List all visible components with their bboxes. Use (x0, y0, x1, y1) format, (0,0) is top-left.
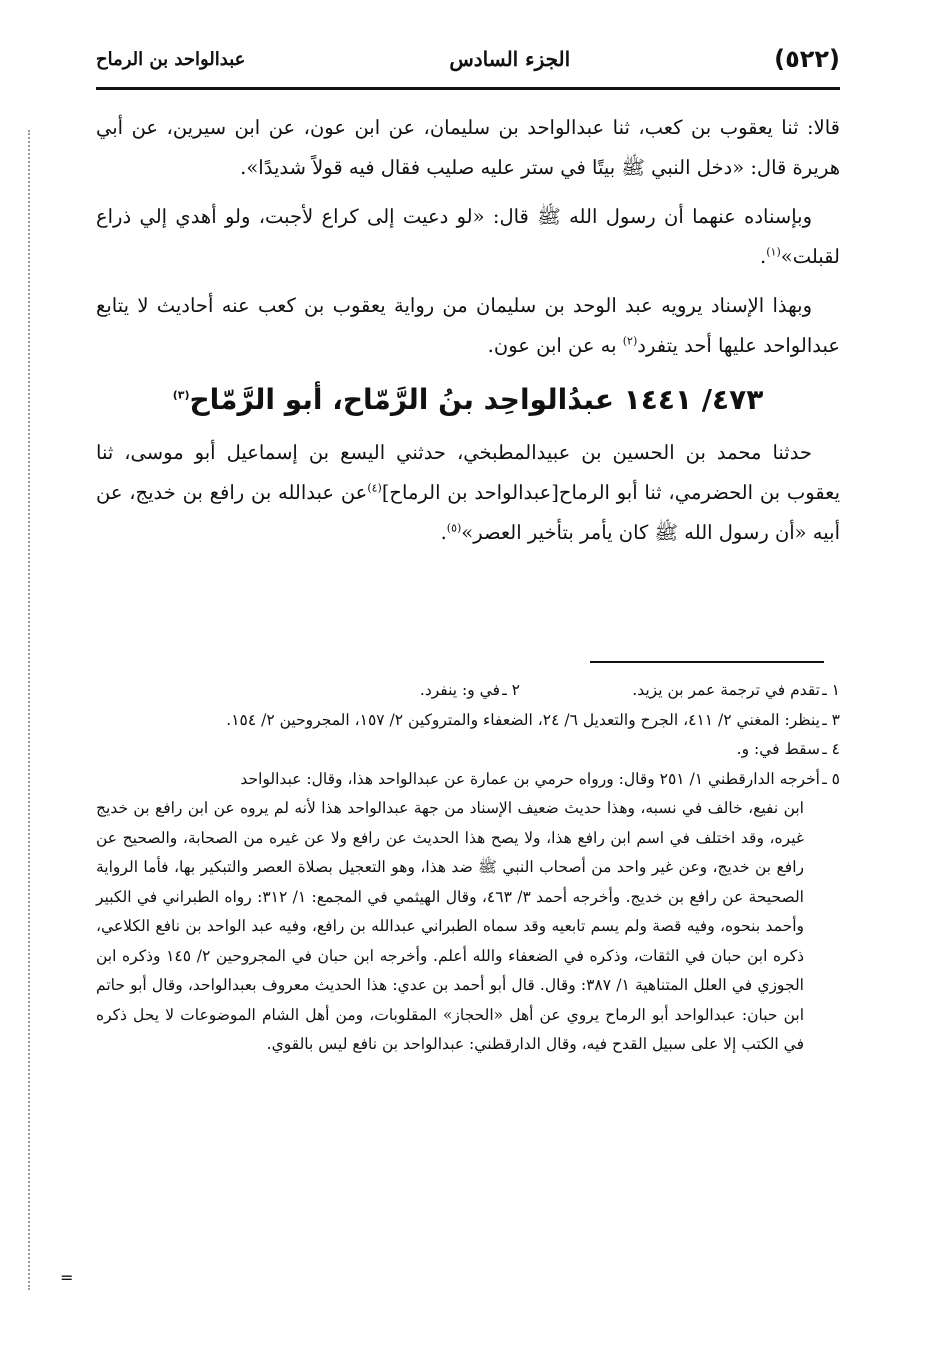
footnote-1 (520, 676, 840, 706)
paragraph-4-text-b: عن عبدالله بن رافع بن خديج، عن أبيه «أن رسول الله ﷺ كان يأمر بتأخير العصر» (96, 481, 840, 544)
footnote-ref-5: (٥) (446, 521, 462, 535)
entry-title (96, 375, 840, 425)
paragraph-1: قالا: ثنا يعقوب بن كعب، ثنا عبدالواحد بن سليمان، عن ابن عون، عن ابن سيرين، عن أبي هريرة قال: «دخل النبي ﷺ بيتًا في ستر عليه صليب فقال فيه قولاً شديدًا». (96, 116, 840, 179)
footnote-ref-3: (٣) (172, 388, 190, 402)
footnote-ref-2: (٢) (622, 334, 638, 348)
paragraph-3 (96, 286, 840, 366)
footnote-text-continuation: ابن نفيع، خالف في نسبه، وهذا حديث ضعيف الإسناد من جهة عبدالواحد هذا لأنه لم يروه عن ابن رافع بن خديج غيره، وقد اختلف في اسم ابن رافع هذا، ولا يصح هذا الحديث عن رافع ولا عن غيره من الصحابة، والصحيح عن رافع بن خديج، وعن غير واحد من أصحاب النبي ﷺ ضد هذا، وهو التعجيل بصلاة العصر والتبكير بها، فأما الرواية الصحيحة عن رافع بن خديج. وأخرجه أحمد ٣/ ٤٦٣، وقال الهيثمي في المجمع: ١/ ٣١٢: رواه الطبراني في الكبير وأحمد بنحوه، وفيه قصة ولم يسم تابعيه وقد سماه الطبراني عبدالله بن رافع، وفيه عبد الواحد بن نافع الكلاعي، ذكره ابن حبان في الثقات، وذكره في الضعفاء والله أعلم. وأخرجه ابن حبان في المجروحين ٢/ ١٤٥ وذكره ابن الجوزي في العلل المتناهية ١/ ٣٨٧: وقال. قال أبو أحمد بن عدي: هذا الحديث معروف بعبدالواحد، وقال أبو حاتم ابن حبان: عبدالواحد أبو الرماح يروي عن أهل «الحجاز» المقلوبات، ومن أهل الشام الموضوعات لا يحل ذكره في الكتب إلا على سبيل القدح فيه، وقال الدارقطني: عبدالواحد بن نافع ليس بالقوي. (96, 799, 804, 1053)
footnote-text: تقدم في ترجمة عمر بن يزيد. (632, 681, 820, 699)
paragraph-2-text: وبإسناده عنهما أن رسول الله ﷺ قال: «لو دعيت إلى كراع لأجبت، ولو أهدي إلي ذراع لقبلت» (96, 205, 840, 268)
paragraph-4: حدثنا محمد بن الحسين بن عبيدالمطبخي، حدثني اليسع بن إسماعيل أبو موسى، ثنا يعقوب بن الحضرمي، ثنا أبو الرماح[عبدالواحد بن الرماح]$^{(٤)}$عن عبدالله بن رافع بن خديج، عن أبيه «أن رسول الله ﷺ كان يأمر بتأخير العصر»$^{(٥)}$. (96, 441, 840, 544)
footnote-2 (200, 676, 520, 706)
footnote-number: ١ ـ (822, 681, 840, 699)
footnote-separator (590, 661, 824, 663)
page-number: (٥٢٢) (774, 45, 840, 73)
paragraph-2: وبإسناده عنهما أن رسول الله ﷺ قال: «لو دعيت إلى كراع لأجبت، ولو أهدي إلي ذراع لقبلت»$^{(١)}$. (96, 205, 840, 268)
header-rule (96, 87, 840, 90)
footnote-text: ينظر: المغني ٢/ ٤١١، الجرح والتعديل ٦/ ٢٤، الضعفاء والمتروكين ٢/ ١٥٧، المجروحين ٢/ ١٥٤. (226, 710, 820, 729)
paragraph-3-text-a: وبهذا الإسناد يرويه عبد الوحد بن سليمان من رواية يعقوب بن كعب عنه أحاديث لا يتابع عبدالواحد عليها أحد يتفرد (96, 294, 840, 357)
main-text (96, 108, 840, 562)
entry-title-text: ٤٧٣/ ١٤٤١ عبدُالواحِد بنُ الرَّمّاح، أبو الرَّمّاح (189, 383, 764, 416)
paragraph-4-text-a: حدثنا محمد بن الحسين بن عبيدالمطبخي، حدثني اليسع بن إسماعيل أبو موسى، ثنا يعقوب بن الحضرمي، ثنا أبو الرماح[عبدالواحد بن الرماح] (96, 441, 840, 504)
footnote-number: ٥ ـ (822, 769, 840, 788)
footnote-text: في و: ينفرد. (419, 681, 500, 699)
running-title: عبدالواحد بن الرماح (96, 48, 246, 70)
paragraph-3-text-b: به عن ابن عون. (487, 334, 623, 357)
footnote-number: ٢ ـ (502, 681, 520, 699)
footnote-number: ٤ ـ (822, 740, 840, 758)
footnote-text: سقط في: و. (736, 740, 820, 758)
footnote-ref-1: (١) (766, 245, 781, 259)
page-header (96, 36, 840, 82)
footnotes (96, 676, 840, 1060)
volume-title: الجزء السادس (449, 47, 571, 71)
footnote-row-1-2 (96, 676, 840, 706)
continuation-mark: = (60, 1268, 74, 1287)
footnote-number: ٣ ـ (822, 710, 840, 729)
footnote-text-first-line: أخرجه الدارقطني ١/ ٢٥١ وقال: ورواه حرمي بن عمارة عن عبدالواحد هذا، وقال: عبدالواحد (240, 769, 820, 788)
footnote-ref-4: (٤) (367, 481, 382, 495)
footnote-4 (96, 735, 840, 765)
footnote-5 (96, 765, 840, 1060)
scan-margin-dots (28, 130, 30, 1290)
footnote-3 (96, 706, 840, 736)
